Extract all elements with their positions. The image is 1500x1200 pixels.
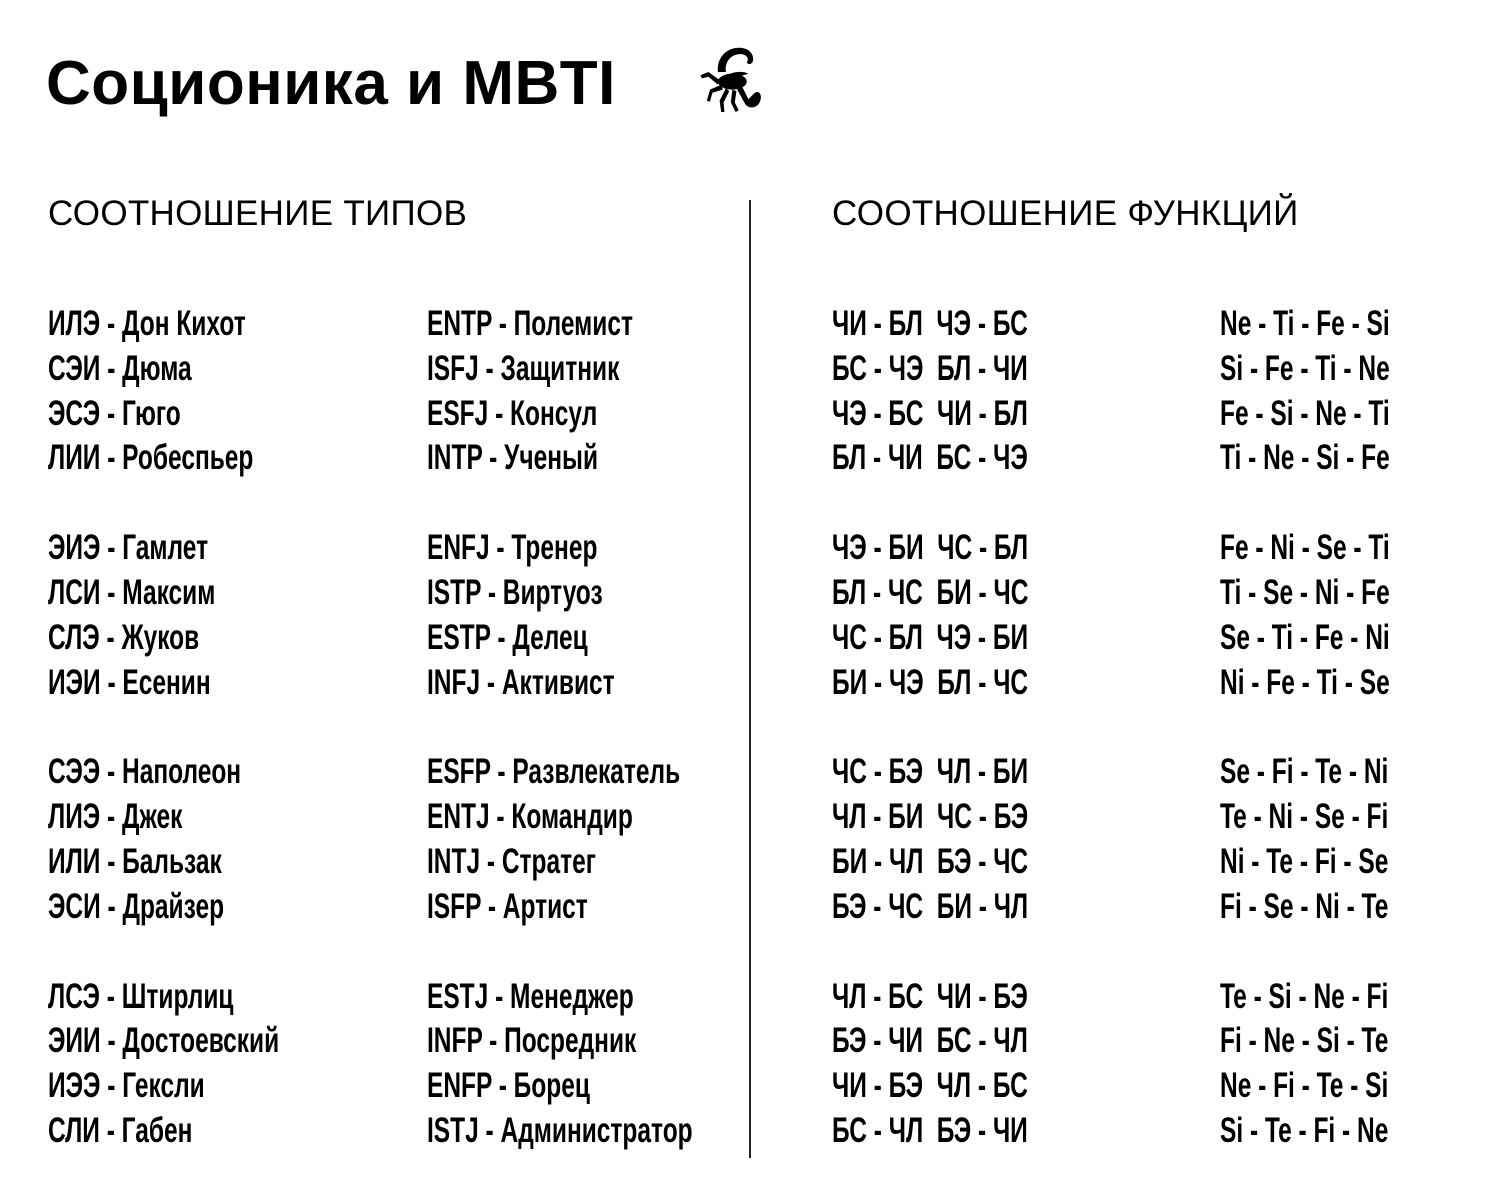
- list-item: INFJ - Активист: [427, 662, 615, 702]
- list-item: СЛИ - Габен: [48, 1110, 193, 1150]
- list-item: ENFJ - Тренер: [427, 528, 598, 568]
- list-item: Si - Fe - Ti - Ne: [1220, 348, 1390, 388]
- list-item: Ti - Ne - Si - Fe: [1220, 438, 1390, 478]
- mbti-types-column: [427, 302, 806, 1199]
- list-item: БИ - ЧЛ БЭ - ЧС: [832, 841, 1029, 881]
- row-group: [48, 526, 378, 705]
- list-item: ЧС - БЛ ЧЭ - БИ: [832, 617, 1029, 657]
- list-item: Si - Te - Fi - Ne: [1220, 1110, 1389, 1150]
- row-group: [1220, 750, 1462, 929]
- list-item: ЛИЭ - Джек: [48, 797, 183, 837]
- list-item: ЧИ - БЭ ЧЛ - БС: [832, 1066, 1028, 1106]
- list-item: ЭИЭ - Гамлет: [48, 528, 209, 568]
- list-item: СЭЭ - Наполеон: [48, 752, 242, 792]
- row-group: [427, 975, 806, 1154]
- row-group: [48, 750, 378, 929]
- list-item: Fi - Se - Ni - Te: [1220, 886, 1389, 926]
- list-item: ESTP - Делец: [427, 617, 588, 657]
- list-item: Ne - Fi - Te - Si: [1220, 1066, 1389, 1106]
- row-group: [427, 526, 806, 705]
- list-item: ЛИИ - Робеспьер: [48, 438, 254, 478]
- list-item: ЧЭ - БИ ЧС - БЛ: [832, 528, 1029, 568]
- list-item: ЛСЭ - Штирлиц: [48, 976, 234, 1016]
- types-relation-header: СООТНОШЕНИЕ ТИПОВ: [48, 194, 468, 233]
- list-item: БЭ - ЧИ БС - ЧЛ: [832, 1021, 1028, 1061]
- list-item: ЧЛ - БС ЧИ - БЭ: [832, 976, 1028, 1016]
- list-item: ЧЭ - БС ЧИ - БЛ: [832, 393, 1028, 433]
- row-group: [1220, 526, 1462, 705]
- list-item: ЧС - БЭ ЧЛ - БИ: [832, 752, 1029, 792]
- list-item: ЛСИ - Максим: [48, 572, 216, 612]
- list-item: БС - ЧЭ БЛ - ЧИ: [832, 348, 1028, 388]
- row-group: [832, 975, 1113, 1154]
- list-item: Fi - Ne - Si - Te: [1220, 1021, 1389, 1061]
- list-item: ENTJ - Командир: [427, 797, 633, 837]
- list-item: Ni - Fe - Ti - Se: [1220, 662, 1390, 702]
- row-group: [1220, 302, 1462, 481]
- list-item: Ni - Te - Fi - Se: [1220, 841, 1389, 881]
- row-group: [427, 750, 806, 929]
- list-item: ИЛИ - Бальзак: [48, 841, 222, 881]
- row-group: [1220, 975, 1462, 1154]
- list-item: ISFJ - Защитник: [427, 348, 620, 388]
- list-item: ISTP - Виртуоз: [427, 572, 603, 612]
- list-item: Fe - Ni - Se - Ti: [1220, 528, 1390, 568]
- list-item: INTP - Ученый: [427, 438, 599, 478]
- list-item: ИЭЭ - Гексли: [48, 1066, 205, 1106]
- list-item: Ti - Se - Ni - Fe: [1220, 572, 1390, 612]
- row-group: [832, 526, 1113, 705]
- list-item: INFP - Посредник: [427, 1021, 637, 1061]
- row-group: [48, 975, 378, 1154]
- list-item: СЛЭ - Жуков: [48, 617, 200, 657]
- list-item: БЭ - ЧС БИ - ЧЛ: [832, 886, 1029, 926]
- page-title: Соционика и MBTI: [46, 49, 616, 118]
- list-item: БИ - ЧЭ БЛ - ЧС: [832, 662, 1029, 702]
- list-item: ЧЛ - БИ ЧС - БЭ: [832, 797, 1029, 837]
- list-item: ЭИИ - Достоевский: [48, 1021, 280, 1061]
- list-item: Se - Fi - Te - Ni: [1220, 752, 1389, 792]
- list-item: ИЛЭ - Дон Кихот: [48, 304, 246, 343]
- functions-relation-header: СООТНОШЕНИЕ ФУНКЦИЙ: [832, 194, 1299, 233]
- list-item: Fe - Si - Ne - Ti: [1220, 393, 1390, 433]
- socionics-functions-column: [832, 302, 1113, 1199]
- list-item: ЭСЭ - Гюго: [48, 393, 181, 433]
- list-item: ИЭИ - Есенин: [48, 662, 211, 702]
- list-item: ESTJ - Менеджер: [427, 976, 634, 1016]
- list-item: ENFP - Борец: [427, 1066, 590, 1106]
- list-item: Te - Si - Ne - Fi: [1220, 976, 1389, 1016]
- list-item: ISFP - Артист: [427, 886, 588, 926]
- list-item: Te - Ni - Se - Fi: [1220, 797, 1389, 837]
- row-group: [832, 750, 1113, 929]
- list-item: БЛ - ЧС БИ - ЧС: [832, 572, 1029, 612]
- row-group: [832, 302, 1113, 481]
- list-item: ЧИ - БЛ ЧЭ - БС: [832, 304, 1028, 343]
- list-item: БС - ЧЛ БЭ - ЧИ: [832, 1110, 1028, 1150]
- list-item: ЭСИ - Драйзер: [48, 886, 225, 926]
- list-item: ISTJ - Администратор: [427, 1110, 693, 1150]
- row-group: [48, 302, 378, 481]
- row-group: [427, 302, 806, 481]
- list-item: ESFJ - Консул: [427, 393, 598, 433]
- list-item: INTJ - Стратег: [427, 841, 596, 881]
- list-item: Se - Ti - Fe - Ni: [1220, 617, 1390, 657]
- list-item: ENTP - Полемист: [427, 304, 633, 343]
- scorpion-icon: [684, 40, 768, 120]
- list-item: ESFP - Развлекатель: [427, 752, 681, 792]
- list-item: БЛ - ЧИ БС - ЧЭ: [832, 438, 1028, 478]
- list-item: Ne - Ti - Fe - Si: [1220, 304, 1390, 343]
- list-item: СЭИ - Дюма: [48, 348, 192, 388]
- mbti-functions-column: [1220, 302, 1462, 1199]
- socionics-types-column: [48, 302, 378, 1199]
